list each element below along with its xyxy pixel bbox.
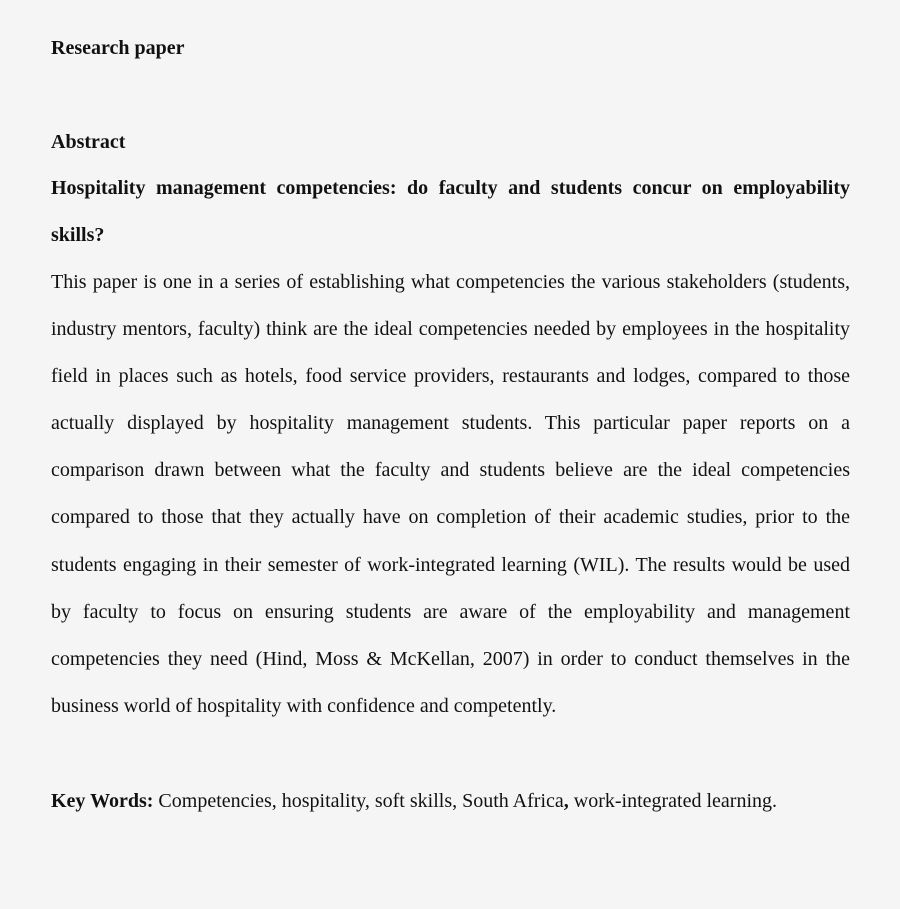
keywords-separator: , [563,790,569,812]
abstract-heading: Abstract [51,131,126,153]
section-label: Research paper [51,37,185,59]
paper-title: Hospitality management competencies: do faculty and students concur on employability skills? [51,177,850,246]
keywords-list-part1: Competencies, hospitality, soft skills, South Africa [153,790,564,812]
abstract-body: This paper is one in a series of establishing what competencies the various stakeholders (students, industry mentors, faculty) think are the ideal competencies needed by employees in the hospitality field in places such as hotels, food service providers, restaurants and lodges, compared to those actually displayed by hospitality management students. This particular paper reports on a comparison drawn between what the faculty and students believe are the ideal competencies compared to those that they actually have on completion of their academic studies, prior to the students engaging in their semester of work-integrated learning (WIL). The results would be used by faculty to focus on ensuring students are aware of the employability and management competencies they need (Hind, Moss & McKellan, 2007) in order to conduct themselves in the business world of hospitality with confidence and competently. [51,271,850,717]
keywords-label: Key Words: [51,790,154,812]
keywords-list-part2: work-integrated learning. [568,790,778,812]
keywords-line [51,789,850,813]
